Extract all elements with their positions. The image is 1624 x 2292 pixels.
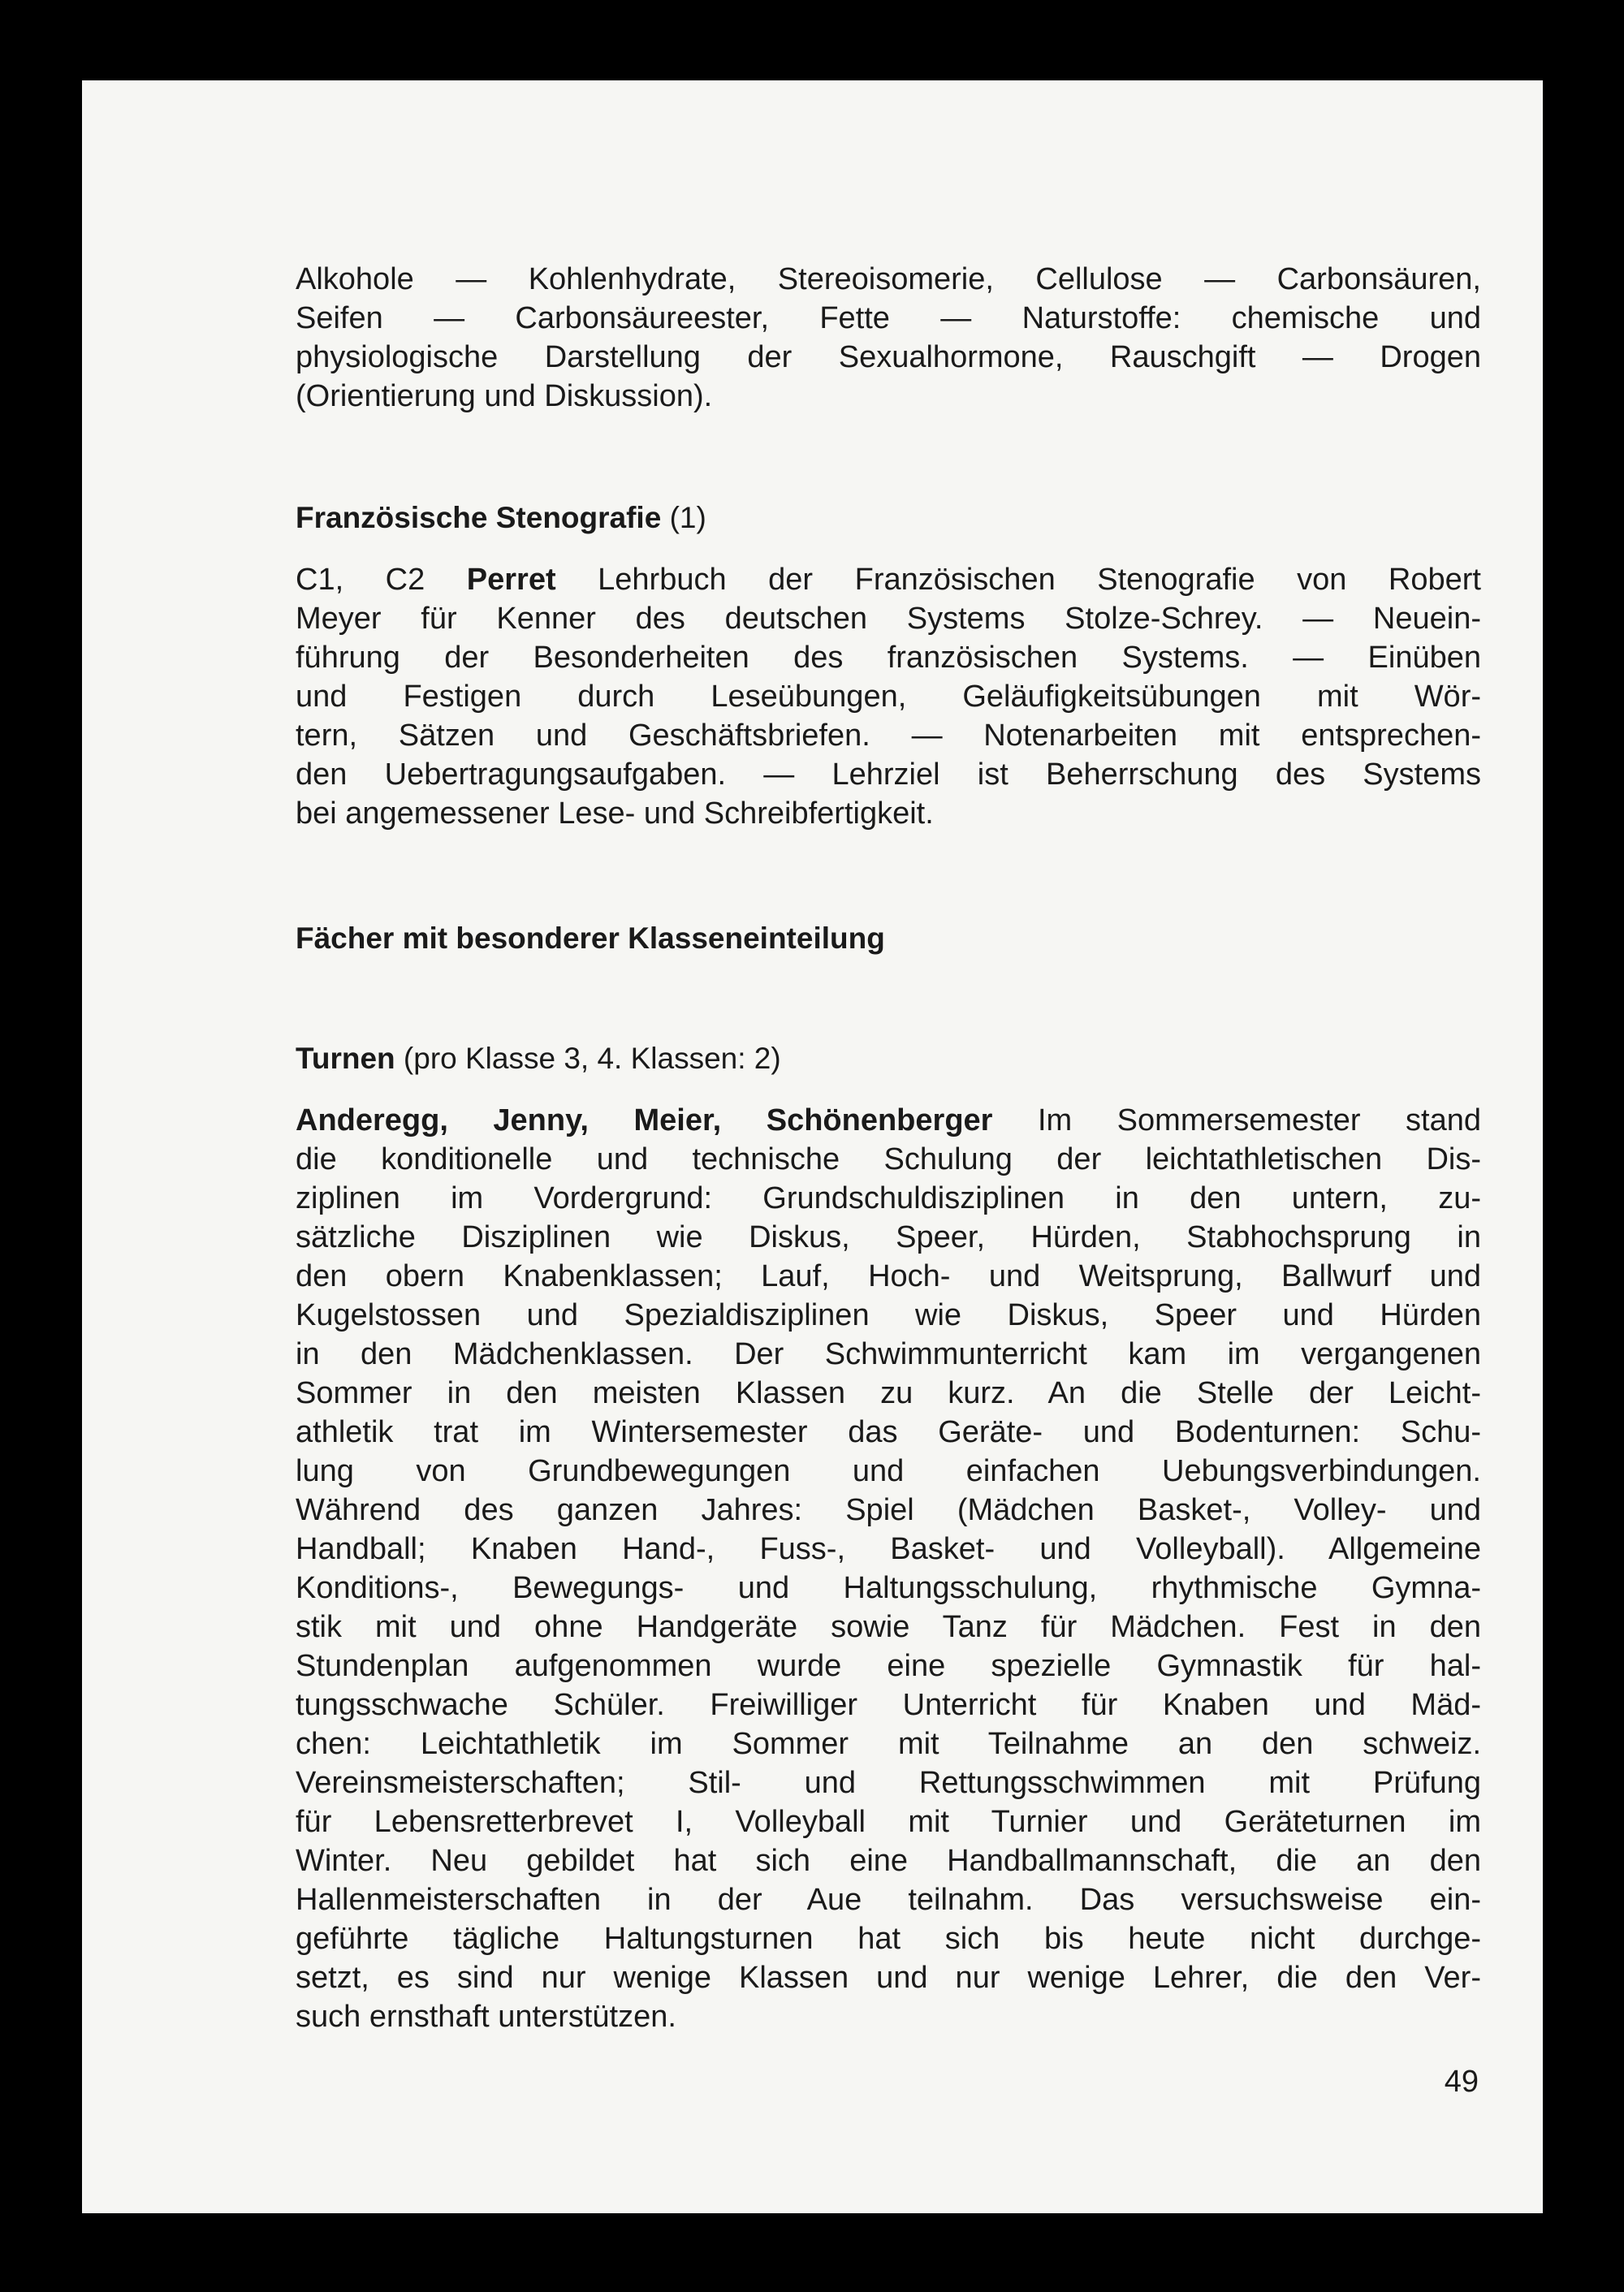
turnen-line: den obern Knabenklassen; Lauf, Hoch- und Weitsprung, Ballwurf und xyxy=(296,1259,1481,1293)
turnen-line: Während des ganzen Jahres: Spiel (Mädchen Basket-, Volley- und xyxy=(296,1493,1481,1527)
turnen-lead-names: Anderegg, Jenny, Meier, Schönenberger xyxy=(296,1103,993,1137)
turnen-line: Hallenmeisterschaften in der Aue teilnahm. Das versuchsweise ein- xyxy=(296,1883,1481,1917)
stenografie-heading xyxy=(296,498,706,538)
paragraph1-line: Seifen — Carbonsäureester, Fette — Naturstoffe: chemische und xyxy=(296,301,1481,335)
turnen-line: Konditions-, Bewegungs- und Haltungsschulung, rhythmische Gymna- xyxy=(296,1571,1481,1605)
page-number: 49 xyxy=(1444,2065,1479,2099)
stenografie-line: den Uebertragungsaufgaben. — Lehrziel ist Beherrschung des Systems xyxy=(296,758,1481,792)
turnen-line: chen: Leichtathletik im Sommer mit Teilnahme an den schweiz. xyxy=(296,1727,1481,1761)
turnen-line: Winter. Neu gebildet hat sich eine Handballmannschaft, die an den xyxy=(296,1844,1481,1878)
turnen-line: für Lebensretterbrevet I, Volleyball mit Turnier und Geräteturnen im xyxy=(296,1805,1481,1839)
turnen-line: Kugelstossen und Spezialdisziplinen wie Diskus, Speer und Hürden xyxy=(296,1298,1481,1332)
stenografie-lead-prefix: C1, C2 xyxy=(296,563,467,597)
paragraph1-line: physiologische Darstellung der Sexualhormone, Rauschgift — Drogen xyxy=(296,340,1481,374)
stenografie-heading-suffix: (1) xyxy=(661,501,706,534)
turnen-line: Sommer in den meisten Klassen zu kurz. An die Stelle der Leicht- xyxy=(296,1376,1481,1410)
stenografie-line: führung der Besonderheiten des französischen Systems. — Einüben xyxy=(296,641,1481,675)
turnen-line: die konditionelle und technische Schulung der leichtathletischen Dis- xyxy=(296,1142,1481,1176)
turnen-line: geführte tägliche Haltungsturnen hat sich bis heute nicht durchge- xyxy=(296,1922,1481,1956)
turnen-line: ziplinen im Vordergrund: Grundschuldisziplinen in den untern, zu- xyxy=(296,1181,1481,1215)
turnen-heading-suffix: (pro Klasse 3, 4. Klassen: 2) xyxy=(395,1042,781,1075)
turnen-line: in den Mädchenklassen. Der Schwimmunterricht kam im vergangenen xyxy=(296,1337,1481,1371)
turnen-line: sätzliche Disziplinen wie Diskus, Speer, Hürden, Stabhochsprung in xyxy=(296,1220,1481,1254)
turnen-line: tungsschwache Schüler. Freiwilliger Unterricht für Knaben und Mäd- xyxy=(296,1688,1481,1722)
turnen-line: Stundenplan aufgenommen wurde eine spezielle Gymnastik für hal- xyxy=(296,1649,1481,1683)
turnen-line: athletik trat im Wintersemester das Geräte- und Bodenturnen: Schu- xyxy=(296,1415,1481,1449)
stenografie-line: tern, Sätzen und Geschäftsbriefen. — Notenarbeiten mit entsprechen- xyxy=(296,719,1481,753)
stenografie-line: bei angemessener Lese- und Schreibfertigkeit. xyxy=(296,796,934,831)
turnen-first-line-text: Im Sommersemester stand xyxy=(992,1103,1481,1137)
turnen-line: lung von Grundbewegungen und einfachen Uebungsverbindungen. xyxy=(296,1454,1481,1488)
faecher-heading: Fächer mit besonderer Klasseneinteilung xyxy=(296,922,885,955)
turnen-line: stik mit und ohne Handgeräte sowie Tanz für Mädchen. Fest in den xyxy=(296,1610,1481,1644)
stenografie-heading-title: Französische Stenografie xyxy=(296,501,662,534)
document-page xyxy=(82,80,1543,2213)
turnen-line: Handball; Knaben Hand-, Fuss-, Basket- und Volleyball). Allgemeine xyxy=(296,1532,1481,1566)
turnen-line: Vereinsmeisterschaften; Stil- und Rettungsschwimmen mit Prüfung xyxy=(296,1766,1481,1800)
stenografie-line: und Festigen durch Leseübungen, Geläufigkeitsübungen mit Wör- xyxy=(296,680,1481,714)
turnen-line: such ernsthaft unterstützen. xyxy=(296,2000,676,2034)
turnen-heading-title: Turnen xyxy=(296,1042,395,1075)
stenografie-line: Meyer für Kenner des deutschen Systems Stolze-Schrey. — Neuein- xyxy=(296,602,1481,636)
turnen-first-line xyxy=(296,1100,1481,1141)
paragraph1-line: (Orientierung und Diskussion). xyxy=(296,379,713,413)
stenografie-lead-name: Perret xyxy=(466,563,556,597)
stenografie-first-line xyxy=(296,559,1481,600)
stenografie-first-line-text: Lehrbuch der Französischen Stenografie von Robert xyxy=(555,563,1481,597)
turnen-heading xyxy=(296,1038,781,1079)
paragraph1-line: Alkohole — Kohlenhydrate, Stereoisomerie, Cellulose — Carbonsäuren, xyxy=(296,262,1481,296)
turnen-line: setzt, es sind nur wenige Klassen und nur wenige Lehrer, die den Ver- xyxy=(296,1961,1481,1995)
